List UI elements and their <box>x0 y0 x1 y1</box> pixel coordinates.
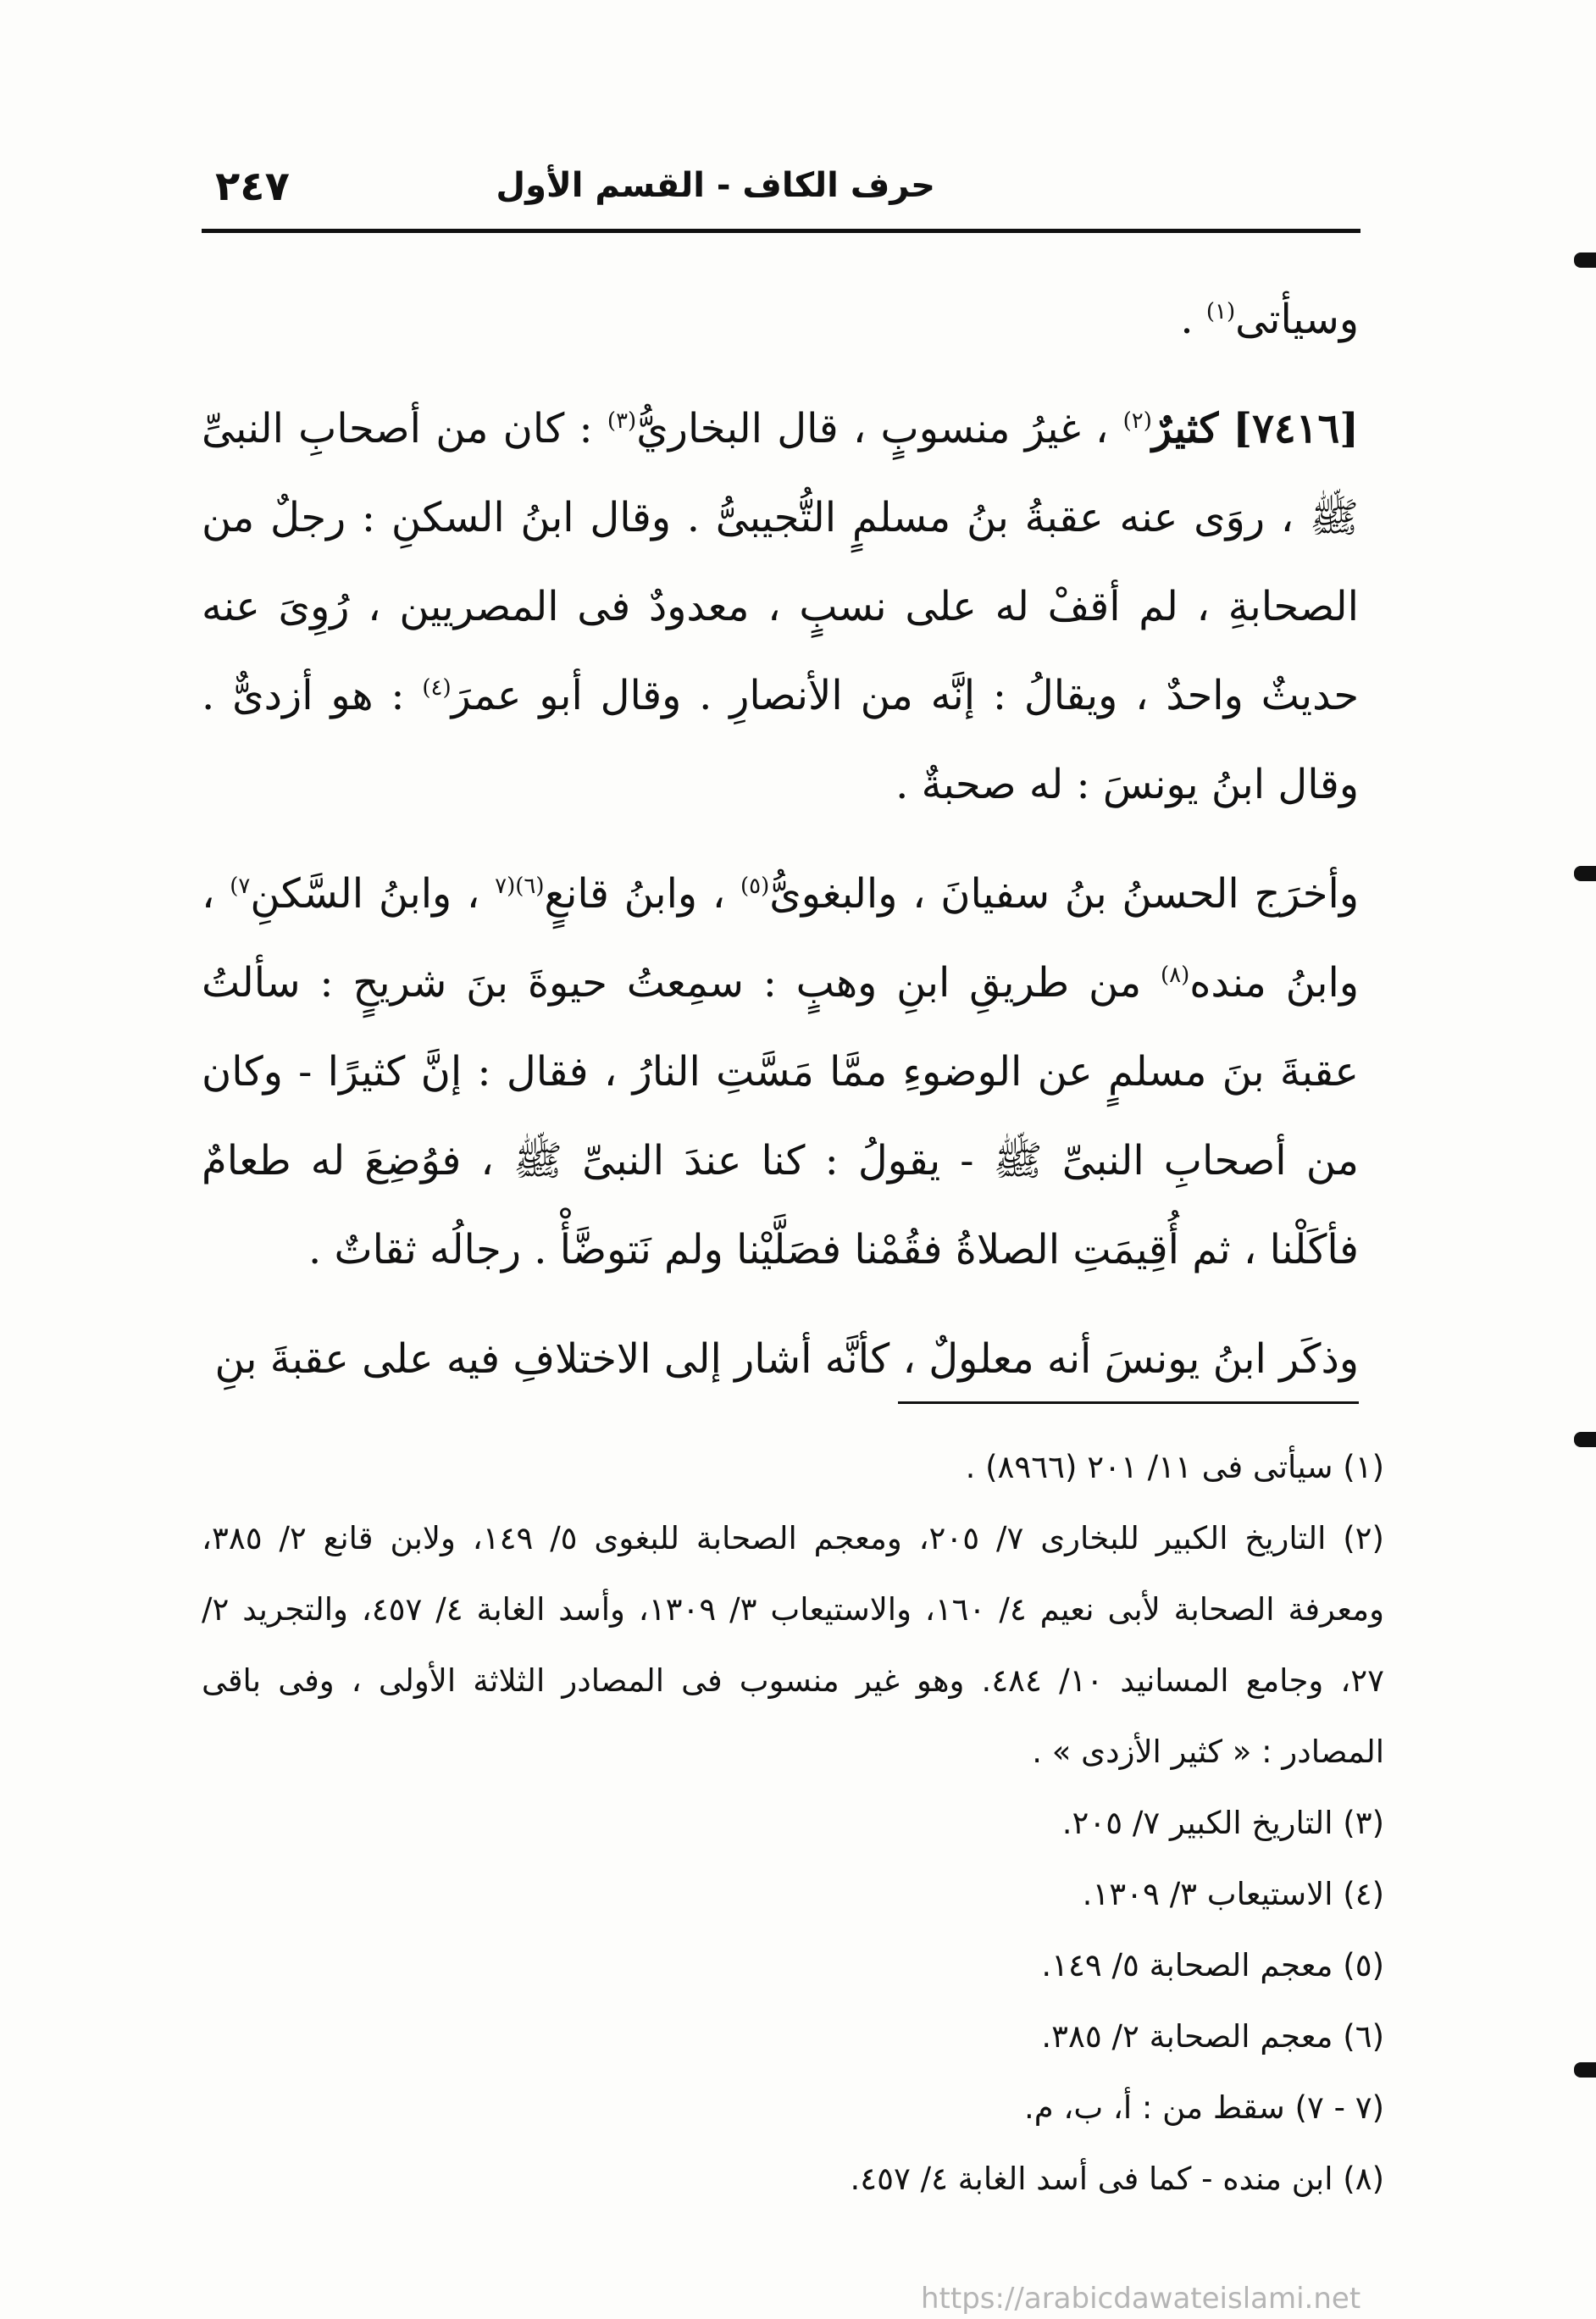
edge-mark <box>1574 252 1596 268</box>
footnote-ref-7-open: (٧ <box>495 874 516 899</box>
footnote-2: (٢) التاريخ الكبير للبخارى ٧/ ٢٠٥، ومعجم الصحابة للبغوى ٥/ ١٤٩، ولابن قانع ٢/ ٣٨٥، ومعرفة الصحابة لأبى نعيم ٤/ ١٦٠، والاستيعاب ٣/ ١٣٠٩، وأسد الغابة ٤/ ٤٥٧، والتجريد ٢/ ٢٧، وجامع المسانيد ١٠/ ٤٨٤. وهو غير منسوب فى المصادر الثلاثة الأولى ، وفى باقى المصادر : « كثير الأزدى » . <box>202 1520 1385 1770</box>
footnotes <box>202 1432 1384 2215</box>
p3-part4: ، وابنُ منده <box>202 870 1359 1007</box>
page-number: ٢٤٧ <box>215 163 290 210</box>
footnote-rule <box>898 1401 1359 1404</box>
p3-part2: ، وابنُ قانعٍ <box>544 870 726 918</box>
footnote-1: (١) سيأتى فى ١١/ ٢٠١ (٨٩٦٦) . <box>965 1449 1384 1485</box>
footnote-ref-3: (٣) <box>607 408 637 434</box>
paragraph-4 <box>202 1315 1359 1404</box>
footnote-4: (٤) الاستيعاب ٣/ ١٣٠٩. <box>1082 1876 1384 1912</box>
p1-end: . <box>1180 296 1194 343</box>
paragraph-1 <box>202 275 1359 364</box>
running-header <box>203 163 1359 222</box>
edge-mark <box>1574 2062 1596 2078</box>
header-rule <box>202 229 1360 233</box>
footnote-ref-1: (١) <box>1205 299 1236 325</box>
running-title: حرف الكاف - القسم الأول <box>496 166 935 205</box>
footnote-ref-8: (٨) <box>1160 963 1190 988</box>
p4-text: وذكَر ابنُ يونسَ أنه معلولٌ ، كأنَّه أشار إلى الاختلافِ فيه على عقبةَ بنِ <box>214 1335 1359 1383</box>
p2-part2: : كان من أصحابِ النبىِّ ﷺ ، روَى عنه عقبةُ بنُ مسلمٍ التُّجيبىُّ . وقال ابنُ السكنِ : رجلٌ من الصحابةِ ، لم أقفْ له على نسبٍ ، معدودٌ فى المصريين ، رُوِىَ عنه حديثٌ واحدٌ ، ويقالُ : إنَّه من الأنصارِ . وقال أبو عمرَ <box>202 405 1359 719</box>
entry-name: كثيرٌ <box>1151 405 1219 452</box>
p3-part1: وأخرَج الحسنُ بنُ سفيانَ ، والبغوىُّ <box>769 870 1359 918</box>
watermark-url: https://arabicdawateislami.net <box>921 2282 1361 2316</box>
paragraph-3 <box>202 850 1359 1295</box>
footnote-ref-5: (٥) <box>740 874 770 899</box>
footnote-5: (٥) معجم الصحابة ٥/ ١٤٩. <box>1041 1947 1384 1983</box>
p3-part3: ، وابنُ السَّكنِ <box>250 870 480 918</box>
paragraph-2 <box>202 385 1359 829</box>
footnote-ref-4: (٤) <box>422 675 452 701</box>
footnote-7: (٧ - ٧) سقط من : أ، ب، م. <box>1023 2089 1384 2126</box>
p2-part3: : هو أزدىٌّ . وقال ابنُ يونسَ : له صحبةٌ . <box>202 672 1359 808</box>
edge-mark <box>1574 866 1596 881</box>
footnote-8: (٨) ابن منده - كما فى أسد الغابة ٤/ ٤٥٧. <box>850 2161 1384 2197</box>
footnote-6: (٦) معجم الصحابة ٢/ ٣٨٥. <box>1041 2018 1384 2055</box>
footnote-ref-2: (٢) <box>1122 408 1152 434</box>
footnote-3: (٣) التاريخ الكبير ٧/ ٢٠٥. <box>1061 1805 1384 1841</box>
footnote-ref-7-close: ٧) <box>230 874 251 899</box>
main-text <box>202 275 1359 1424</box>
entry-number: [٧٤١٦] <box>1233 405 1359 452</box>
p2-part1: ، غيرُ منسوبٍ ، قال البخاريُّ <box>636 405 1109 452</box>
footnote-ref-6: (٦) <box>515 874 545 899</box>
p1-text: وسيأتى <box>1235 296 1359 343</box>
edge-mark <box>1574 1432 1596 1447</box>
p3-part5: من طريقِ ابنِ وهبٍ : سمِعتُ حيوةَ بنَ شريحٍ : سألتُ عقبةَ بنَ مسلمٍ عن الوضوءِ ممَّا مَسَّتِ النارُ ، فقال : إنَّ كثيرًا - وكان من أصحابِ النبىِّ ﷺ - يقولُ : كنا عندَ النبىِّ ﷺ ، فوُضِعَ له طعامٌ فأكَلْنا ، ثم أُقِيمَتِ الصلاةُ فقُمْنا فصَلَّيْنا ولم نَتوضَّأْ . رجالُه ثقاتٌ . <box>202 959 1359 1273</box>
